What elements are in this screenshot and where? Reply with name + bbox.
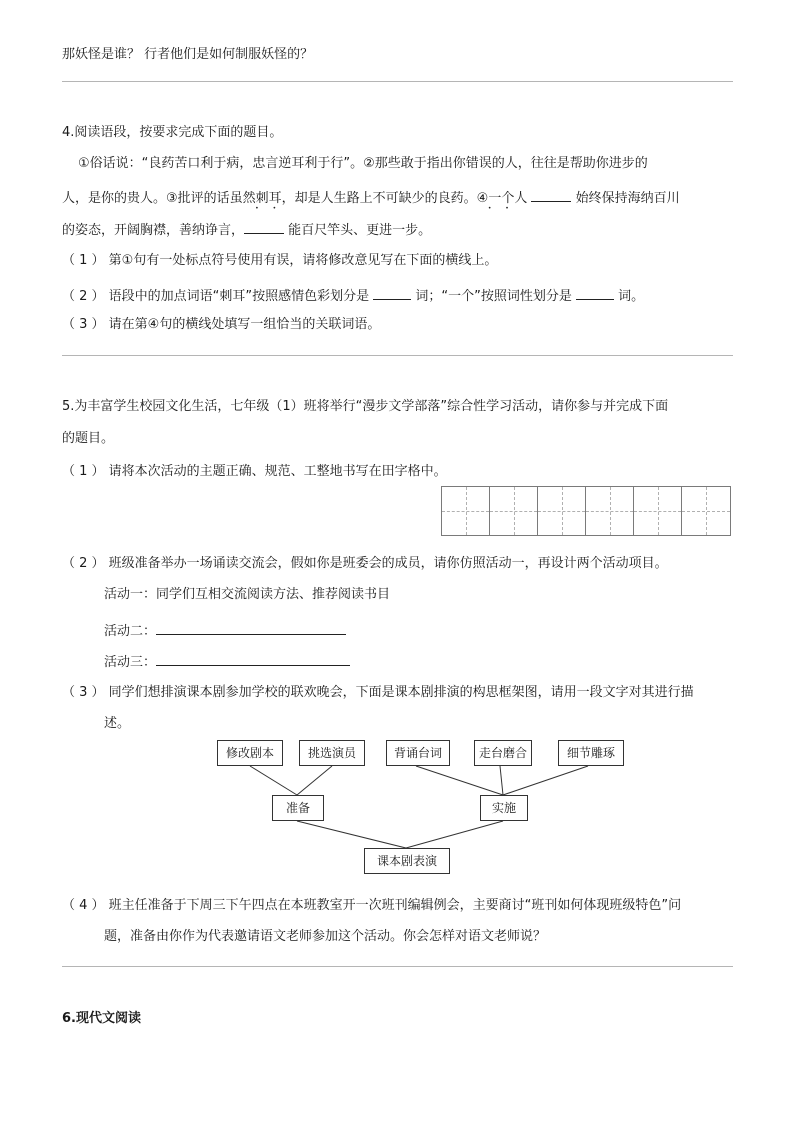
text-span: （ 2 ） 语段中的加点词语“刺耳”按照感情色彩划分是	[62, 289, 374, 304]
divider	[62, 966, 733, 967]
activity-1: 活动一：同学们互相交流阅读方法、推荐阅读书目	[104, 587, 391, 602]
q4-sub3: （ 3 ） 请在第④句的横线处填写一组恰当的关联词语。	[62, 317, 381, 332]
emphasized-word: 刺耳 • •	[256, 190, 282, 208]
text-span: 始终保持海纳百川	[571, 191, 680, 206]
text-span: 活动二：	[104, 624, 157, 639]
text-span: 活动三：	[104, 655, 157, 670]
text-span: 的姿态，开阔胸襟，善纳诤言，	[62, 223, 245, 238]
diagram-node-preparation: 准备	[272, 795, 324, 821]
previous-question-tail: 那妖怪是谁？ 行者他们是如何制服妖怪的？	[62, 47, 314, 62]
text-span: 能百尺竿头、更进一步。	[284, 223, 432, 238]
q5-sub2: （ 2 ） 班级准备举办一场诵读交流会，假如你是班委会的成员，请你仿照活动一，再设计两个活动项目。	[62, 556, 668, 571]
text-span: 人，是你的贵人。③批评的话虽然	[62, 191, 256, 206]
q5-sub3-line1: （ 3 ） 同学们想排演课本剧参加学校的联欢晚会，下面是课本剧排演的构思框架图，请用一段文字对其进行描	[62, 685, 694, 700]
diagram-node-implementation: 实施	[480, 795, 528, 821]
q4-sub1: （ 1 ） 第①句有一处标点符号使用有误，请将修改意见写在下面的横线上。	[62, 253, 498, 268]
q6-title: 6.现代文阅读	[62, 1011, 141, 1026]
diagram-node-rehearsal: 走台磨合	[474, 740, 532, 766]
q5-sub4-line1: （ 4 ） 班主任准备于下周三下午四点在本班教室开一次班刊编辑例会，主要商讨“班刊如何体现班级特色”问	[62, 898, 682, 913]
q5-sub4-line2: 题，准备由你作为代表邀请语文老师参加这个活动。你会怎样对语文老师说？	[104, 929, 547, 944]
text-span: 人	[514, 191, 532, 206]
q5-title-line2: 的题目。	[62, 431, 115, 446]
diagram-node-select-actors: 挑选演员	[299, 740, 365, 766]
q4-paragraph-line1: ①俗话说：“良药苦口利于病，忠言逆耳利于行”。②那些敢于指出你错误的人，往往是帮助你进步的	[78, 156, 648, 171]
text-span: 词；“一个”按照词性划分是	[411, 289, 577, 304]
q5-sub1: （ 1 ） 请将本次活动的主题正确、规范、工整地书写在田字格中。	[62, 464, 447, 479]
diagram-node-revise-script: 修改剧本	[217, 740, 283, 766]
emphasized-word: 一个 • •	[488, 190, 514, 208]
text-span: 词。	[614, 289, 645, 304]
diagram-node-refine-details: 细节雕琢	[558, 740, 624, 766]
diagram-node-root: 课本剧表演	[364, 848, 450, 874]
q5-sub3-line2: 述。	[104, 716, 131, 731]
diagram-node-memorize-lines: 背诵台词	[386, 740, 450, 766]
text-span: ，却是人生路上不可缺少的良药。④	[281, 191, 489, 206]
q5-title-line1: 5.为丰富学生校园文化生活，七年级（1）班将举行“漫步文学部落”综合性学习活动，请你参与并完成下面	[62, 399, 669, 414]
q4-title: 4.阅读语段，按要求完成下面的题目。	[62, 125, 283, 140]
